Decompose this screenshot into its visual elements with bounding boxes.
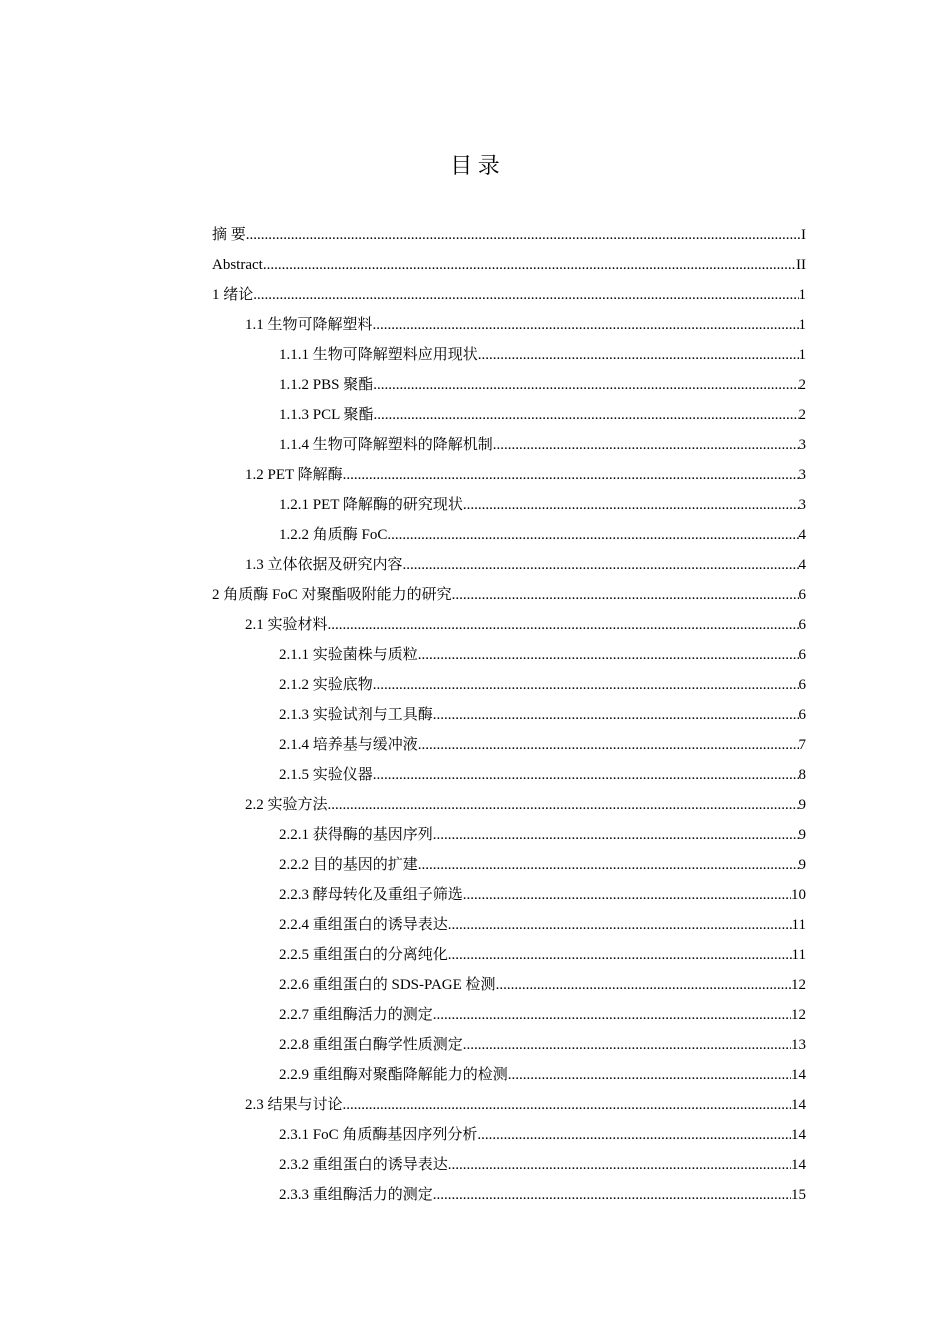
toc-entry[interactable] bbox=[212, 310, 806, 340]
toc-entry-page: 1 bbox=[798, 287, 806, 303]
toc-entry-label: 1.2.2 角质酶 FoC bbox=[279, 527, 388, 543]
toc-entry[interactable] bbox=[212, 730, 806, 760]
toc-entry-label: 1.2.1 PET 降解酶的研究现状 bbox=[279, 497, 463, 513]
toc-entry[interactable] bbox=[212, 550, 806, 580]
toc-entry-label: 2.1.1 实验菌株与质粒 bbox=[279, 647, 418, 663]
toc-dot-leader bbox=[373, 670, 799, 700]
toc-entry-label: 2.3.2 重组蛋白的诱导表达 bbox=[279, 1157, 448, 1173]
toc-dot-leader bbox=[418, 730, 799, 760]
toc-entry-label: 1.1.4 生物可降解塑料的降解机制 bbox=[279, 437, 493, 453]
toc-entry[interactable] bbox=[212, 970, 806, 1000]
toc-dot-leader bbox=[477, 1120, 791, 1150]
toc-entry-label: 2.1.5 实验仪器 bbox=[279, 767, 373, 783]
toc-entry-label: 2.2.8 重组蛋白酶学性质测定 bbox=[279, 1037, 463, 1053]
toc-entry-page: 4 bbox=[798, 557, 806, 573]
toc-dot-leader bbox=[328, 790, 799, 820]
toc-dot-leader bbox=[433, 1180, 791, 1210]
toc-entry[interactable] bbox=[212, 1090, 806, 1120]
toc-entry-page: 6 bbox=[798, 677, 806, 693]
toc-entry-page: 6 bbox=[798, 707, 806, 723]
toc-entry[interactable] bbox=[212, 940, 806, 970]
toc-entry-page: 9 bbox=[798, 797, 806, 813]
toc-entry-label: 2.1.2 实验底物 bbox=[279, 677, 373, 693]
toc-entry-page: 3 bbox=[798, 437, 806, 453]
toc-entry-label: 2 角质酶 FoC 对聚酯吸附能力的研究 bbox=[212, 587, 452, 603]
toc-dot-leader bbox=[373, 370, 798, 400]
toc-entry-page: I bbox=[801, 227, 806, 243]
toc-dot-leader bbox=[343, 1090, 791, 1120]
toc-entry-page: 3 bbox=[798, 497, 806, 513]
toc-entry-page: 1 bbox=[798, 317, 806, 333]
toc-dot-leader bbox=[373, 400, 798, 430]
toc-entry[interactable] bbox=[212, 1060, 806, 1090]
toc-dot-leader bbox=[328, 610, 799, 640]
toc-entry[interactable] bbox=[212, 460, 806, 490]
toc-entry[interactable] bbox=[212, 340, 806, 370]
toc-entry-page: 8 bbox=[798, 767, 806, 783]
toc-entry[interactable] bbox=[212, 1180, 806, 1210]
toc-entry[interactable] bbox=[212, 280, 806, 310]
toc-dot-leader bbox=[463, 1030, 791, 1060]
toc-entry-page: 10 bbox=[791, 887, 806, 903]
toc-entry-page: 14 bbox=[791, 1067, 806, 1083]
toc-entry[interactable] bbox=[212, 580, 806, 610]
toc-entry[interactable] bbox=[212, 250, 806, 280]
page-title: 目 录 bbox=[450, 153, 500, 178]
toc-entry[interactable] bbox=[212, 850, 806, 880]
toc-entry-label: 2.1.4 培养基与缓冲液 bbox=[279, 737, 418, 753]
toc-entry-label: 2.3.1 FoC 角质酶基因序列分析 bbox=[279, 1127, 478, 1143]
toc-entry[interactable] bbox=[212, 640, 806, 670]
toc-dot-leader bbox=[253, 280, 798, 310]
toc-entry-page: 14 bbox=[791, 1127, 806, 1143]
toc-entry[interactable] bbox=[212, 400, 806, 430]
toc-dot-leader bbox=[463, 490, 799, 520]
toc-dot-leader bbox=[448, 940, 792, 970]
toc-entry-page: 6 bbox=[798, 647, 806, 663]
toc-entry[interactable] bbox=[212, 1120, 806, 1150]
toc-entry-page: 12 bbox=[791, 977, 806, 993]
toc-entry-label: 1.3 立体依据及研究内容 bbox=[245, 557, 403, 573]
toc-dot-leader bbox=[387, 520, 798, 550]
toc-dot-leader bbox=[493, 430, 799, 460]
toc-dot-leader bbox=[373, 310, 799, 340]
toc-entry-label: 2.2.6 重组蛋白的 SDS-PAGE 检测 bbox=[279, 977, 496, 993]
toc-entry[interactable] bbox=[212, 1030, 806, 1060]
toc-entry-label: 2.2.1 获得酶的基因序列 bbox=[279, 827, 433, 843]
toc-entry-label: 2.1 实验材料 bbox=[245, 617, 328, 633]
toc-dot-leader bbox=[448, 910, 792, 940]
toc-dot-leader bbox=[403, 550, 799, 580]
toc-entry-label: 2.2.3 酵母转化及重组子筛选 bbox=[279, 887, 463, 903]
toc-entry[interactable] bbox=[212, 670, 806, 700]
toc-dot-leader bbox=[452, 580, 799, 610]
toc-entry[interactable] bbox=[212, 790, 806, 820]
toc-dot-leader bbox=[343, 460, 799, 490]
toc-dot-leader bbox=[418, 850, 799, 880]
toc-entry-page: 15 bbox=[791, 1187, 806, 1203]
toc-dot-leader bbox=[373, 760, 799, 790]
toc-entry[interactable] bbox=[212, 1150, 806, 1180]
toc-entry[interactable] bbox=[212, 430, 806, 460]
toc-entry[interactable] bbox=[212, 220, 806, 250]
toc-entry-label: 2.2.7 重组酶活力的测定 bbox=[279, 1007, 433, 1023]
toc-entry-label: 摘 要 bbox=[212, 227, 246, 243]
toc-entry[interactable] bbox=[212, 880, 806, 910]
toc-entry-page: 9 bbox=[798, 857, 806, 873]
toc-entry[interactable] bbox=[212, 610, 806, 640]
toc-entry-label: 1.1 生物可降解塑料 bbox=[245, 317, 373, 333]
toc-entry-page: 11 bbox=[791, 947, 806, 963]
toc-entry[interactable] bbox=[212, 370, 806, 400]
toc-entry[interactable] bbox=[212, 820, 806, 850]
toc-entry-page: 14 bbox=[791, 1157, 806, 1173]
toc-entry[interactable] bbox=[212, 910, 806, 940]
toc-entry-label: 1.2 PET 降解酶 bbox=[245, 467, 343, 483]
toc-entry-label: 1.1.1 生物可降解塑料应用现状 bbox=[279, 347, 478, 363]
toc-entry[interactable] bbox=[212, 760, 806, 790]
toc-dot-leader bbox=[263, 250, 796, 280]
toc-entry-label: 2.1.3 实验试剂与工具酶 bbox=[279, 707, 433, 723]
toc-entry-label: Abstract bbox=[212, 257, 263, 273]
toc-entry-label: 1 绪论 bbox=[212, 287, 254, 303]
toc-entry-label: 2.3 结果与讨论 bbox=[245, 1097, 343, 1113]
toc-entry-label: 1.1.3 PCL 聚酯 bbox=[279, 407, 374, 423]
toc-entry-label: 1.1.2 PBS 聚酯 bbox=[279, 377, 374, 393]
toc-entry[interactable] bbox=[212, 700, 806, 730]
toc-entry-page: 6 bbox=[798, 587, 806, 603]
toc-entry[interactable] bbox=[212, 520, 806, 550]
toc-entry-label: 2.2.4 重组蛋白的诱导表达 bbox=[279, 917, 448, 933]
toc-dot-leader bbox=[433, 700, 799, 730]
toc-dot-leader bbox=[433, 820, 799, 850]
toc-entry-label: 2.2.9 重组酶对聚酯降解能力的检测 bbox=[279, 1067, 508, 1083]
toc-entry-page: 9 bbox=[798, 827, 806, 843]
toc-entry-page: 2 bbox=[798, 377, 806, 393]
toc-entry[interactable] bbox=[212, 1000, 806, 1030]
toc-dot-leader bbox=[478, 340, 799, 370]
toc-entry-page: 6 bbox=[798, 617, 806, 633]
toc-dot-leader bbox=[246, 220, 801, 250]
toc-entry-label: 2.3.3 重组酶活力的测定 bbox=[279, 1187, 433, 1203]
toc-entry-page: 14 bbox=[791, 1097, 806, 1113]
toc-entry-label: 2.2.2 目的基因的扩建 bbox=[279, 857, 418, 873]
toc-entry-page: 12 bbox=[791, 1007, 806, 1023]
toc-entry-page: II bbox=[796, 257, 806, 273]
toc-entry[interactable] bbox=[212, 490, 806, 520]
toc-dot-leader bbox=[433, 1000, 791, 1030]
toc-entry-page: 4 bbox=[798, 527, 806, 543]
table-of-contents bbox=[212, 220, 806, 1210]
toc-entry-page: 3 bbox=[798, 467, 806, 483]
toc-entry-label: 2.2.5 重组蛋白的分离纯化 bbox=[279, 947, 448, 963]
toc-entry-page: 7 bbox=[798, 737, 806, 753]
toc-entry-page: 1 bbox=[798, 347, 806, 363]
toc-entry-label: 2.2 实验方法 bbox=[245, 797, 328, 813]
toc-dot-leader bbox=[508, 1060, 791, 1090]
toc-dot-leader bbox=[448, 1150, 791, 1180]
toc-dot-leader bbox=[418, 640, 799, 670]
toc-entry-page: 13 bbox=[791, 1037, 806, 1053]
toc-entry-page: 11 bbox=[791, 917, 806, 933]
toc-dot-leader bbox=[463, 880, 791, 910]
toc-dot-leader bbox=[496, 970, 791, 1000]
toc-entry-page: 2 bbox=[798, 407, 806, 423]
